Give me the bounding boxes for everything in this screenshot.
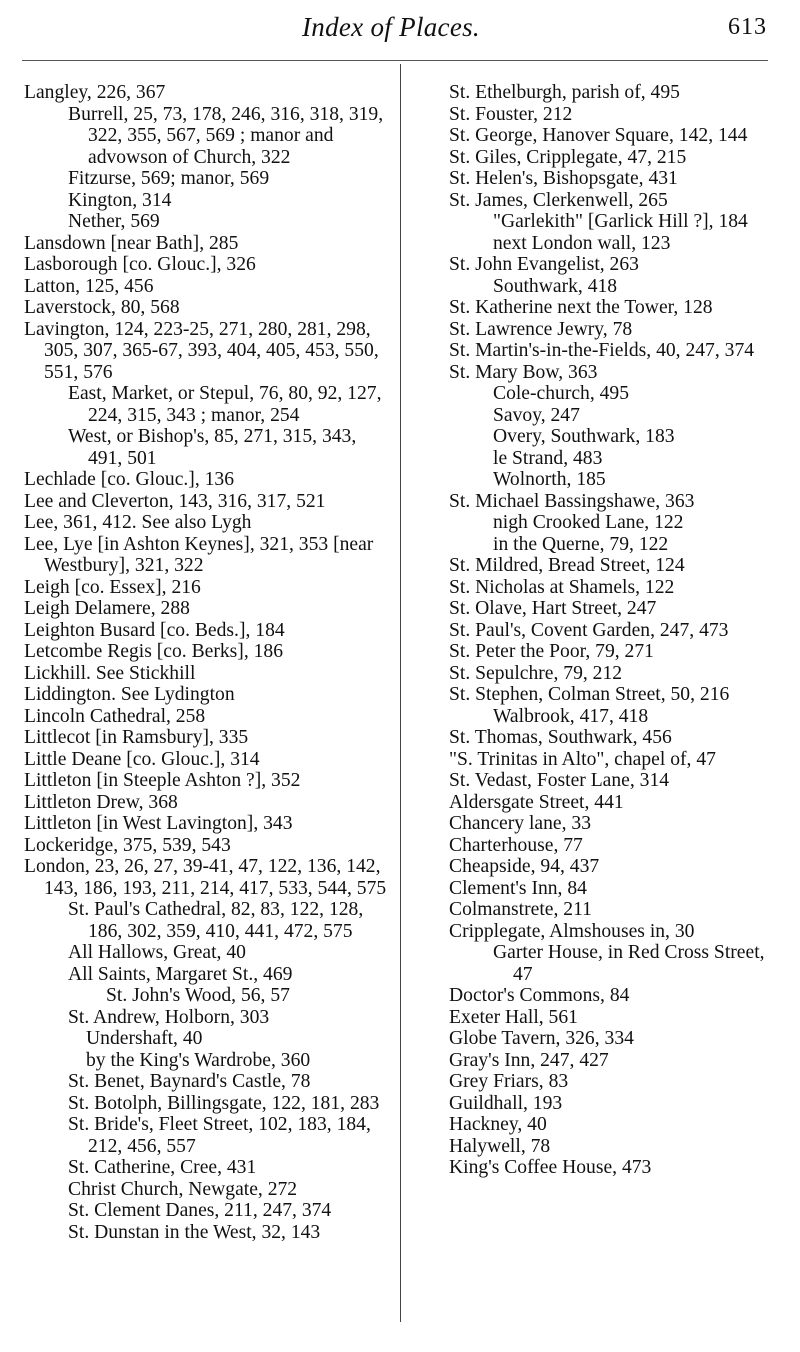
- index-entry: St. Olave, Hart Street, 247: [449, 598, 657, 619]
- index-entry: Leighton Busard [co. Beds.], 184: [24, 619, 285, 641]
- index-entry: Halywell, 78: [449, 1135, 551, 1157]
- index-entry: Walbrook, 417, 418: [493, 705, 649, 727]
- index-entry: Littleton [in Steeple Ashton ?], 352: [24, 770, 301, 791]
- index-entry: St. Dunstan in the West, 32, 143: [68, 1221, 321, 1243]
- index-entry: Doctor's Commons, 84: [449, 985, 630, 1006]
- index-entry: Leigh [co. Essex], 216: [24, 576, 201, 598]
- header-rule: [22, 60, 768, 61]
- index-entry: St. Mildred, Bread Street, 124: [449, 555, 685, 576]
- index-entry: St. George, Hanover Square, 142, 144: [449, 125, 748, 146]
- index-entry: Kington, 314: [68, 189, 172, 211]
- index-entry: Lee, Lye [in Ashton Keynes], 321, 353 [near Westbury], 321, 322: [24, 533, 374, 576]
- index-entry: Lasborough [co. Glouc.], 326: [24, 254, 256, 275]
- index-entry: "S. Trinitas in Alto", chapel of, 47: [449, 748, 716, 770]
- index-entry: Lee, 361, 412. See also Lygh: [24, 512, 252, 533]
- index-entry: Guildhall, 193: [449, 1092, 563, 1114]
- index-entry: Wolnorth, 185: [493, 469, 606, 490]
- index-entry: Lavington, 124, 223-25, 271, 280, 281, 298, 305, 307, 365-67, 393, 404, 405, 453, 550, 551, 576: [24, 318, 379, 383]
- index-entry: Cole-church, 495: [493, 383, 630, 404]
- index-entry: St. Martin's-in-the-Fields, 40, 247, 374: [449, 340, 755, 361]
- index-entry: Colmanstrete, 211: [449, 899, 592, 920]
- index-entry: All Hallows, Great, 40: [68, 942, 246, 963]
- index-entry: East, Market, or Stepul, 76, 80, 92, 127, 224, 315, 343 ; manor, 254: [68, 383, 382, 426]
- index-entry: Littleton [in West Lavington], 343: [24, 813, 293, 834]
- index-entry: King's Coffee House, 473: [449, 1157, 652, 1178]
- index-entry: Cheapside, 94, 437: [449, 856, 600, 877]
- index-entry: Globe Tavern, 326, 334: [449, 1028, 634, 1049]
- index-entry: St. James, Clerkenwell, 265: [449, 189, 668, 211]
- column-divider: [400, 64, 401, 1322]
- index-entry: Overy, Southwark, 183: [493, 426, 675, 447]
- index-entry: Lee and Cleverton, 143, 316, 317, 521: [24, 490, 326, 512]
- index-entry: Burrell, 25, 73, 178, 246, 316, 318, 319, 322, 355, 567, 569 ; manor and advowson of Church, 322: [68, 103, 384, 168]
- index-entry: Latton, 125, 456: [24, 275, 154, 297]
- index-entry: in the Querne, 79, 122: [493, 533, 669, 555]
- index-entry: Nether, 569: [68, 211, 160, 232]
- index-entry: St. Bride's, Fleet Street, 102, 183, 184, 212, 456, 557: [68, 1114, 371, 1157]
- index-entry: Aldersgate Street, 441: [449, 791, 624, 813]
- index-entry: Littlecot [in Ramsbury], 335: [24, 727, 249, 748]
- index-entry: St. Peter the Poor, 79, 271: [449, 641, 654, 662]
- index-entry: Lockeridge, 375, 539, 543: [24, 834, 231, 856]
- index-entry: Cripplegate, Almshouses in, 30: [449, 920, 695, 942]
- index-entry: St. Stephen, Colman Street, 50, 216: [449, 684, 730, 705]
- index-column-right: [449, 82, 771, 1179]
- page-header: [0, 0, 800, 62]
- index-entry: Chancery lane, 33: [449, 813, 591, 834]
- index-entry: St. John Evangelist, 263: [449, 254, 639, 275]
- index-entry: St. Lawrence Jewry, 78: [449, 318, 633, 340]
- index-entry: Laverstock, 80, 568: [24, 297, 180, 318]
- index-entry: next London wall, 123: [493, 232, 671, 254]
- page-title: Index of Places.: [302, 12, 480, 42]
- index-entry: St. Paul's, Covent Garden, 247, 473: [449, 619, 729, 641]
- index-entry: Lincoln Cathedral, 258: [24, 705, 206, 727]
- index-entry: Charterhouse, 77: [449, 834, 583, 856]
- index-entry: St. Ethelburgh, parish of, 495: [449, 82, 680, 103]
- index-entry: Garter House, in Red Cross Street, 47: [493, 942, 765, 985]
- index-entry: St. Giles, Cripplegate, 47, 215: [449, 146, 687, 168]
- index-entry: le Strand, 483: [493, 447, 603, 469]
- index-entry: Littleton Drew, 368: [24, 791, 178, 813]
- index-entry: Southwark, 418: [493, 275, 618, 297]
- index-column-left: [24, 82, 390, 1243]
- index-entry: All Saints, Margaret St., 469: [68, 963, 293, 985]
- index-entry: St. Sepulchre, 79, 212: [449, 662, 623, 684]
- index-entry: St. Vedast, Foster Lane, 314: [449, 770, 670, 791]
- index-entry: Hackney, 40: [449, 1114, 547, 1135]
- index-entry: Little Deane [co. Glouc.], 314: [24, 748, 260, 770]
- index-entry: St. Benet, Baynard's Castle, 78: [68, 1071, 311, 1092]
- index-entry: Langley, 226, 367: [24, 82, 166, 103]
- index-entry: Fitzurse, 569; manor, 569: [68, 168, 270, 189]
- index-entry: St. John's Wood, 56, 57: [106, 985, 290, 1006]
- index-entry: Undershaft, 40: [86, 1028, 203, 1049]
- index-entry: St. Clement Danes, 211, 247, 374: [68, 1200, 332, 1221]
- index-entry: St. Andrew, Holborn, 303: [68, 1006, 270, 1028]
- index-entry: nigh Crooked Lane, 122: [493, 512, 684, 533]
- index-entry: Exeter Hall, 561: [449, 1006, 578, 1028]
- index-entry: St. Botolph, Billingsgate, 122, 181, 283: [68, 1092, 380, 1114]
- index-entry: Lickhill. See Stickhill: [24, 662, 196, 684]
- index-entry: St. Mary Bow, 363: [449, 361, 598, 383]
- index-entry: Leigh Delamere, 288: [24, 598, 190, 619]
- index-entry: Savoy, 247: [493, 404, 580, 426]
- index-entry: Liddington. See Lydington: [24, 684, 235, 705]
- index-entry: Clement's Inn, 84: [449, 877, 587, 899]
- index-entry: Gray's Inn, 247, 427: [449, 1049, 609, 1071]
- index-entry: St. Thomas, Southwark, 456: [449, 727, 672, 748]
- index-entry: Letcombe Regis [co. Berks], 186: [24, 641, 284, 662]
- index-entry: St. Fouster, 212: [449, 103, 573, 125]
- index-entry: London, 23, 26, 27, 39-41, 47, 122, 136, 142, 143, 186, 193, 211, 214, 417, 533, 544, 575: [24, 856, 387, 899]
- index-entry: St. Paul's Cathedral, 82, 83, 122, 128, 186, 302, 359, 410, 441, 472, 575: [68, 899, 364, 942]
- index-entry: Lechlade [co. Glouc.], 136: [24, 469, 235, 490]
- index-entry: Grey Friars, 83: [449, 1071, 569, 1092]
- index-entry: St. Michael Bassingshawe, 363: [449, 490, 695, 512]
- index-entry: St. Katherine next the Tower, 128: [449, 297, 713, 318]
- index-entry: St. Helen's, Bishopsgate, 431: [449, 168, 678, 189]
- index-entry: Christ Church, Newgate, 272: [68, 1178, 298, 1200]
- index-entry: St. Nicholas at Shamels, 122: [449, 576, 675, 598]
- index-entry: by the King's Wardrobe, 360: [86, 1049, 311, 1071]
- index-entry: "Garlekith" [Garlick Hill ?], 184: [493, 211, 748, 232]
- index-entry: Lansdown [near Bath], 285: [24, 232, 239, 254]
- index-entry: St. Catherine, Cree, 431: [68, 1157, 257, 1178]
- page-number: 613: [728, 14, 767, 40]
- index-entry: West, or Bishop's, 85, 271, 315, 343, 491, 501: [68, 426, 357, 469]
